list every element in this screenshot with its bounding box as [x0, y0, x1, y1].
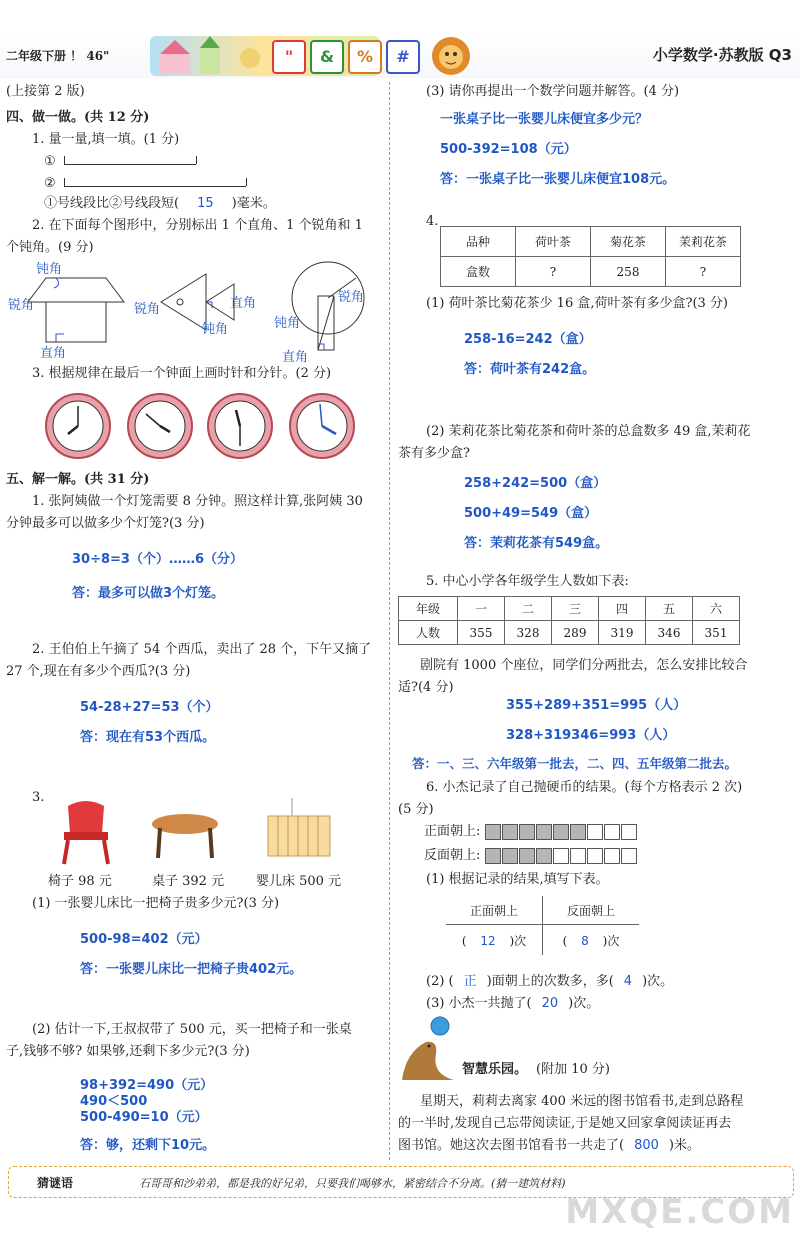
- q4-2-calc1: 258+242=500（盒）: [464, 476, 607, 491]
- label-obtuse-fish: 钝角: [202, 322, 229, 337]
- header-tile-hash: #: [386, 40, 420, 74]
- tea-table: [440, 226, 741, 287]
- segment1-label: ①: [44, 154, 56, 169]
- coin-header-cell: 正面朝上: [446, 896, 543, 925]
- tally-box: [553, 848, 569, 864]
- bonus-text-line1: 星期天，莉莉去离家 400 米远的图书馆看书,走到总路程: [420, 1094, 744, 1109]
- q1-text-a: ①号线段比②号线段短(: [44, 196, 180, 211]
- tea-header-cell: 荷叶茶: [516, 227, 591, 257]
- bonus-answer: 800: [634, 1138, 659, 1153]
- q6-1-text: (1) 根据记录的结果,填写下表。: [426, 872, 609, 887]
- label-right-house: 直角: [40, 346, 67, 361]
- q5-answer: 答：一、三、六年级第一批去，二、四、五年级第二批去。: [412, 756, 738, 771]
- riddle-label: 猜谜语: [37, 1176, 74, 1190]
- section5-title: 五、解一解。(共 31 分): [6, 472, 150, 487]
- coin-header-row: [446, 896, 639, 925]
- header-tile-quote: ": [272, 40, 306, 74]
- grade-cell: 289: [552, 621, 599, 645]
- label-acute-fish: 锐角: [134, 302, 161, 317]
- tea-cell: 盒数: [441, 257, 516, 287]
- s3-2-answer: 答：够，还剩下10元。: [80, 1138, 216, 1153]
- header-tile-percent: %: [348, 40, 382, 74]
- q1-title: 1. 量一量,填一填。(1 分): [32, 132, 180, 147]
- q4-1-answer: 答：荷叶茶有242盒。: [464, 362, 596, 377]
- coin-header-cell: 反面朝上: [543, 896, 640, 925]
- s3-2-text-line1: (2) 估计一下,王叔叔带了 500 元，买一把椅子和一张桌: [32, 1022, 352, 1037]
- tally-box: [621, 824, 637, 840]
- bonus-text-b: )米。: [668, 1138, 700, 1153]
- tally-box: [553, 824, 569, 840]
- q6-2-text-a: (2) (: [426, 974, 454, 989]
- tally-box: [485, 848, 501, 864]
- s2-answer: 答：现在有53个西瓜。: [80, 730, 216, 745]
- grade-cell: 319: [599, 621, 646, 645]
- clock-face-3: [206, 392, 274, 460]
- column-divider: [389, 82, 390, 1160]
- chair-icon: [56, 796, 116, 866]
- tally-box: [570, 824, 586, 840]
- coin-table: [446, 896, 639, 955]
- tally-box: [587, 824, 603, 840]
- tea-header-row: [441, 227, 741, 257]
- q2-text-line2: 个钝角。(9 分): [6, 240, 94, 255]
- grade-cell: 328: [505, 621, 552, 645]
- label-obtuse-house: 钝角: [36, 262, 63, 277]
- paren-open: (: [562, 933, 568, 948]
- s3-2-calc1: 98+392=490（元）: [80, 1078, 214, 1093]
- q4-1-text: (1) 荷叶茶比菊花茶少 16 盒,荷叶茶有多少盒?(3 分): [426, 296, 729, 311]
- castle-scene-icon: [150, 36, 380, 76]
- q6-text-line2: (5 分): [398, 802, 434, 817]
- tally-box: [536, 848, 552, 864]
- tea-header-cell: 菊花茶: [591, 227, 666, 257]
- paren-close: )次: [509, 933, 527, 948]
- tally-box: [604, 848, 620, 864]
- q6-2-text-b: )面朝上的次数多，多(: [486, 974, 614, 989]
- tea-header-cell: 茉莉花茶: [666, 227, 741, 257]
- tails-tally: [485, 848, 638, 863]
- bonus-text-line3: [398, 1136, 700, 1156]
- q6-3-sentence: [426, 994, 599, 1014]
- s3-2-text-line2: 子,钱够不够? 如果够,还剩下多少元?(3 分): [6, 1044, 250, 1059]
- q6-text-line1: 6. 小杰记录了自己抛硬币的结果。(每个方格表示 2 次): [426, 780, 743, 795]
- lion-mascot-icon: [428, 34, 474, 78]
- paren-open: (: [461, 933, 467, 948]
- segment2-label: ②: [44, 176, 56, 191]
- coin-tails-cell: [543, 925, 640, 956]
- heads-label: 正面朝上:: [424, 824, 481, 839]
- bonus-points: (附加 10 分): [536, 1062, 610, 1077]
- q1-sentence: [44, 194, 276, 214]
- chair-price: 椅子 98 元: [48, 874, 112, 889]
- q6-2-sentence: [426, 972, 673, 992]
- r3-answer: 答：一张桌子比一张婴儿床便宜108元。: [440, 172, 676, 187]
- table-icon: [150, 812, 220, 862]
- tally-box: [604, 824, 620, 840]
- q3-text: 3. 根据规律在最后一个钟面上画时针和分针。(2 分): [32, 366, 332, 381]
- q4-1-calc: 258-16=242（盒）: [464, 332, 592, 347]
- tea-cell: ?: [666, 257, 741, 287]
- q1-answer: 15: [197, 196, 214, 211]
- section4-title: 四、做一做。(共 12 分): [6, 110, 150, 125]
- q4-2-calc2: 500+49=549（盒）: [464, 506, 598, 521]
- header-illustration: [150, 36, 380, 76]
- q4-2-answer: 答：茉莉花茶有549盒。: [464, 536, 609, 551]
- grade-header-cell: 二: [505, 597, 552, 621]
- tails-row: [424, 846, 638, 866]
- seal-mascot-icon: [396, 1016, 460, 1086]
- q4-2-text-line2: 茶有多少盒?: [398, 446, 470, 461]
- s2-text-line2: 27 个,现在有多少个西瓜?(3 分): [6, 664, 191, 679]
- s3-2-calc3: 500-490=10（元）: [80, 1110, 208, 1125]
- s1-text-line2: 分钟最多可以做多少个灯笼?(3 分): [6, 516, 205, 531]
- q5-text: 5. 中心小学各年级学生人数如下表:: [426, 574, 629, 589]
- segment1-tick-right: [196, 156, 197, 164]
- paren-close: )次: [602, 933, 620, 948]
- heads-row: [424, 822, 638, 842]
- clock-face-2: [126, 392, 194, 460]
- q6-2-text-c: )次。: [642, 974, 674, 989]
- q6-3-answer: 20: [541, 996, 559, 1011]
- tea-cell: 258: [591, 257, 666, 287]
- tea-header-cell: 品种: [441, 227, 516, 257]
- r3-question: 一张桌子比一张婴儿床便宜多少元？: [440, 112, 649, 127]
- tally-box: [502, 824, 518, 840]
- grade-header-cell: 四: [599, 597, 646, 621]
- grade-header-cell: 五: [646, 597, 693, 621]
- label-acute-house: 锐角: [8, 298, 35, 313]
- grade-cell: 351: [693, 621, 740, 645]
- grade-cell: 人数: [399, 621, 458, 645]
- tea-data-row: [441, 257, 741, 287]
- s3-1-calc: 500-98=402（元）: [80, 932, 208, 947]
- grade-table: [398, 596, 740, 645]
- page-header: [0, 0, 800, 78]
- label-acute-circle: 锐角: [338, 290, 365, 305]
- q5-text-line2: 剧院有 1000 个座位，同学们分两批去，怎么安排比较合: [420, 658, 748, 673]
- r3-text: (3) 请你再提出一个数学问题并解答。(4 分): [426, 84, 680, 99]
- bonus-text-line2: 的一半时,发现自己忘带阅读证,于是她又回家拿阅读证再去: [398, 1116, 732, 1131]
- grade-header-cell: 一: [458, 597, 505, 621]
- riddle-text: 石哥哥和沙弟弟，都是我的好兄弟，只要我们喝够水，紧密结合不分离。(猜一建筑材料): [139, 1177, 566, 1190]
- crib-price: 婴儿床 500 元: [256, 874, 342, 889]
- clock-face-1: [44, 392, 112, 460]
- tally-box: [587, 848, 603, 864]
- clock-face-4: [288, 392, 356, 460]
- q4-number: 4.: [426, 214, 439, 229]
- q5-calc2: 328+319346=993（人）: [506, 728, 676, 743]
- tally-box: [519, 824, 535, 840]
- coin-heads-cell: [446, 925, 543, 956]
- tally-box: [519, 848, 535, 864]
- segment2-tick-right: [246, 178, 247, 186]
- s3-number: 3.: [32, 790, 45, 805]
- s1-text-line1: 1. 张阿姨做一个灯笼需要 8 分钟。照这样计算,张阿姨 30: [32, 494, 363, 509]
- bonus-title: 智慧乐园。: [462, 1062, 528, 1077]
- tally-box: [502, 848, 518, 864]
- s3-1-answer: 答：一张婴儿床比一把椅子贵402元。: [80, 962, 303, 977]
- s1-calc: 30÷8=3（个）……6（分）: [72, 552, 244, 567]
- q1-text-b: )毫米。: [231, 196, 276, 211]
- q6-3-text-b: )次。: [568, 996, 600, 1011]
- heads-tally: [485, 824, 638, 839]
- tally-box: [536, 824, 552, 840]
- segment2: [64, 186, 246, 187]
- label-right-fish: 直角: [230, 296, 257, 311]
- s3-2-calc2: 490＜500: [80, 1094, 148, 1109]
- grade-header-cell: 年级: [399, 597, 458, 621]
- continued-note: (上接第 2 版): [6, 84, 85, 99]
- header-tile-ampersand: &: [310, 40, 344, 74]
- page-title: 小学数学·苏教版 Q3: [652, 46, 792, 64]
- q5-text-line3: 适?(4 分): [398, 680, 454, 695]
- tea-cell: ?: [516, 257, 591, 287]
- q6-2-answer2: 4: [623, 974, 633, 989]
- tally-box: [621, 848, 637, 864]
- tally-box: [570, 848, 586, 864]
- s1-answer: 答：最多可以做3个灯笼。: [72, 586, 225, 601]
- bonus-text-a: 图书馆。她这次去图书馆看书一共走了(: [398, 1138, 625, 1153]
- crib-icon: [264, 796, 334, 864]
- grade-header-cell: 六: [693, 597, 740, 621]
- q6-3-text-a: (3) 小杰一共抛了(: [426, 996, 532, 1011]
- r3-calc: 500-392=108（元）: [440, 142, 577, 157]
- coin-heads-answer: 12: [480, 933, 496, 948]
- grade-header-cell: 三: [552, 597, 599, 621]
- tails-label: 反面朝上:: [424, 848, 481, 863]
- coin-tails-answer: 8: [581, 933, 589, 948]
- grade-data-row: [399, 621, 740, 645]
- label-obtuse-circle: 钝角: [274, 316, 301, 331]
- segment2-tick-left: [64, 178, 65, 186]
- s2-calc: 54-28+27=53（个）: [80, 700, 219, 715]
- label-right-circle: 直角: [282, 350, 309, 365]
- s3-1-text: (1) 一张婴儿床比一把椅子贵多少元?(3 分): [32, 896, 280, 911]
- grade-label: 二年级下册 ！ 46": [6, 49, 110, 63]
- segment1-tick-left: [64, 156, 65, 164]
- coin-data-row: [446, 925, 639, 956]
- segment1: [64, 164, 196, 165]
- grade-header-row: [399, 597, 740, 621]
- grade-cell: 355: [458, 621, 505, 645]
- q5-calc1: 355+289+351=995（人）: [506, 698, 687, 713]
- table-price: 桌子 392 元: [152, 874, 225, 889]
- q4-2-text-line1: (2) 茉莉花茶比菊花茶和荷叶茶的总盒数多 49 盒,茉莉花: [426, 424, 751, 439]
- q6-2-answer1: 正: [463, 974, 477, 989]
- grade-cell: 346: [646, 621, 693, 645]
- tally-box: [485, 824, 501, 840]
- s2-text-line1: 2. 王伯伯上午摘了 54 个西瓜，卖出了 28 个，下午又摘了: [32, 642, 372, 657]
- q2-text-line1: 2. 在下面每个图形中，分别标出 1 个直角、1 个锐角和 1: [32, 218, 363, 233]
- watermark: MXQE.COM: [565, 1192, 794, 1232]
